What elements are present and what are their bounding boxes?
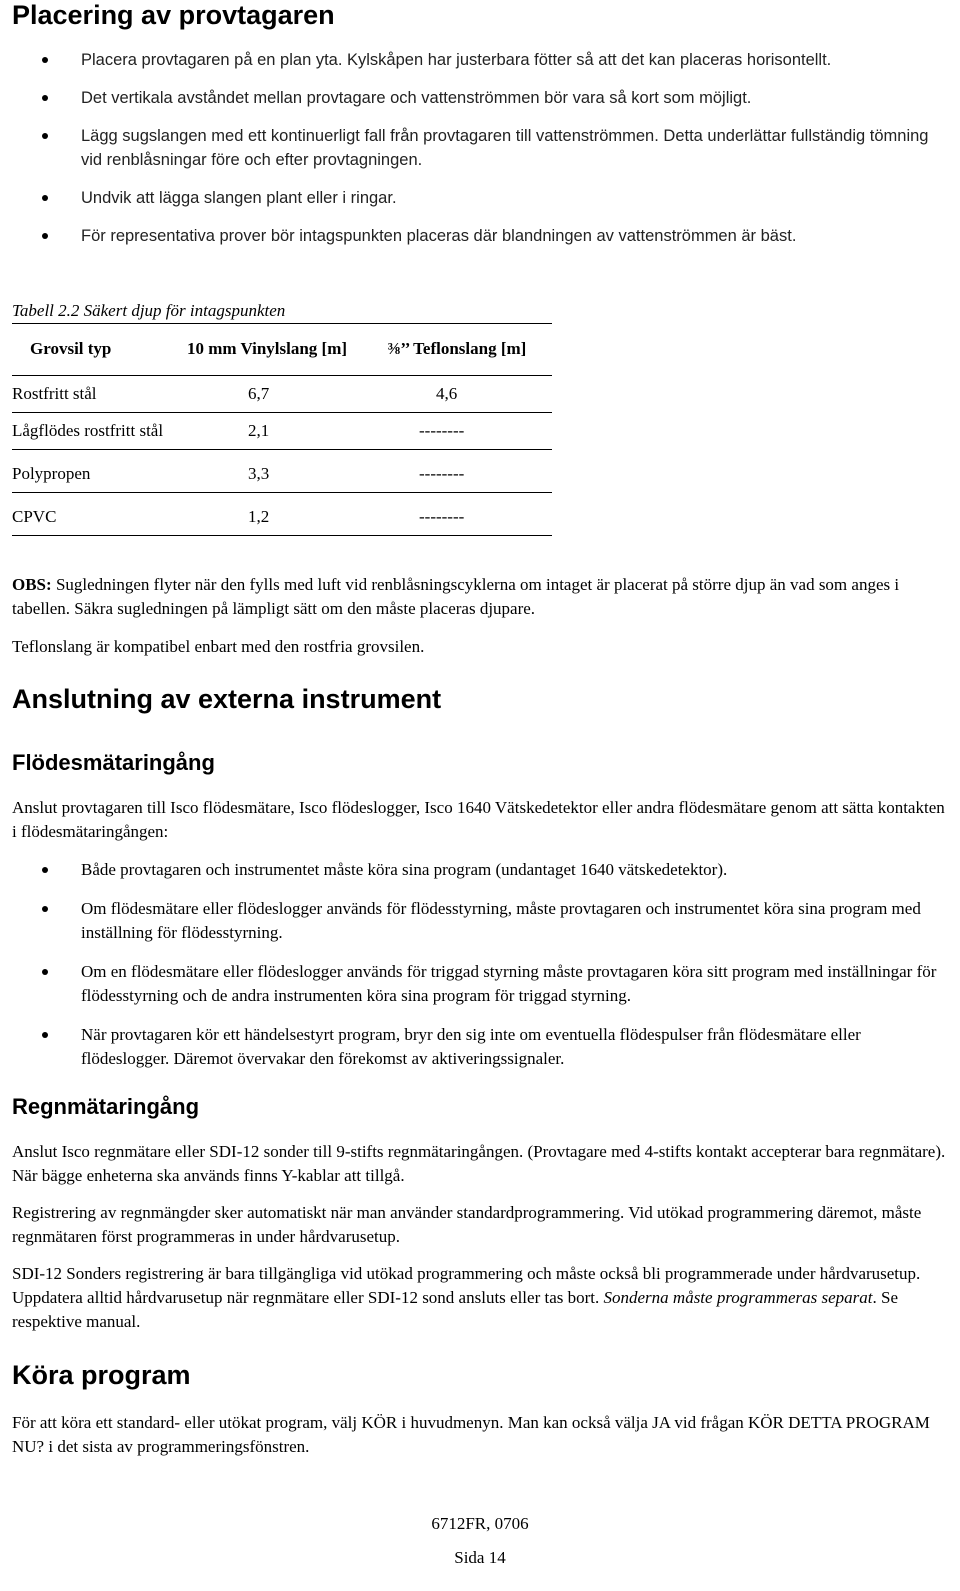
rain-paragraph-2: Registrering av regnmängder sker automatiskt när man använder standardprogrammering. Vid utökad programmering däremot, måste regnmätaren först programmeras in under hårdvarusetup. (12, 1203, 922, 1246)
table-cell: CPVC (12, 493, 172, 536)
teflon-note: Teflonslang är kompatibel enbart med den rostfria grovsilen. (12, 637, 425, 656)
table-cell: 4,6 (362, 376, 552, 413)
rain-paragraph-1: Anslut Isco regnmätare eller SDI-12 sonder till 9-stifts regnmätaringången. (Provtagare med 4-stifts kontakt accepterar bara regnmätare). När bägge enheterna ska används finns Y-kablar att tillgå. (12, 1142, 946, 1185)
table-cell: 1,2 (172, 493, 362, 536)
flowmeter-intro: Anslut provtagaren till Isco flödesmätare, Isco flödeslogger, Isco 1640 Vätskedetektor eller andra flödesmätare genom att sätta kontakten i flödesmätaringången: (12, 798, 945, 841)
table-row (12, 493, 552, 536)
table-header-row (12, 324, 552, 376)
table-cell: Polypropen (12, 450, 172, 493)
table-row (12, 450, 552, 493)
list-item: Placera provtagaren på en plan yta. Kylskåpen har justerbara fötter så att det kan placeras horisontellt. (12, 48, 948, 72)
safe-depth-table (12, 323, 552, 536)
rain-paragraph-3-text: SDI-12 Sonders registrering är bara tillgängliga vid utökad programmering och måste också bli programmerade under hårdvarusetup. Uppdatera alltid hårdvarusetup när regnmätare eller SDI-12 sond ansluts eller tas bort. (12, 1264, 921, 1307)
list-item: När provtagaren kör ett händelsestyrt program, bryr den sig inte om eventuella flödespulser från flödesmätare eller flödeslogger. Däremot övervakar den förekomst av aktiveringssignaler. (12, 1023, 948, 1071)
subsection-title-flodesmatare: Flödesmätaringång (12, 750, 215, 775)
table-cell: -------- (362, 413, 552, 450)
table-cell: Lågflödes rostfritt stål (12, 413, 172, 450)
list-item: Om flödesmätare eller flödeslogger används för flödesstyrning, måste provtagaren och instrumentet köra sina program med inställning för flödesstyrning. (12, 897, 948, 945)
table-cell: 6,7 (172, 376, 362, 413)
section-title-placering: Placering av provtagaren (12, 0, 335, 30)
table-row (12, 376, 552, 413)
header-grovsil: Grovsil typ (12, 324, 172, 376)
table-caption: Tabell 2.2 Säkert djup för intagspunkten (12, 301, 286, 320)
list-item: Undvik att lägga slangen plant eller i ringar. (12, 186, 948, 210)
run-program-paragraph: För att köra ett standard- eller utökat program, välj KÖR i huvudmenyn. Man kan också välja JA vid frågan KÖR DETTA PROGRAM NU? i det sista av programmeringsfönstren. (12, 1413, 930, 1456)
footer-page-number: Sida 14 (454, 1548, 506, 1567)
list-item: Det vertikala avståndet mellan provtagare och vattenströmmen bör vara så kort som möjligt. (12, 86, 948, 110)
section-title-anslutning: Anslutning av externa instrument (12, 684, 442, 714)
rain-paragraph-3-italic: Sonderna måste programmeras separat (603, 1288, 873, 1307)
table-cell: 2,1 (172, 413, 362, 450)
obs-note (12, 573, 948, 621)
table-cell: Rostfritt stål (12, 376, 172, 413)
obs-label: OBS: (12, 575, 52, 594)
list-item: Om en flödesmätare eller flödeslogger används för triggad styrning måste provtagaren köra sitt program med inställningar för flödesstyrning och de andra instrumenten köra sina program för triggad styrning. (12, 960, 948, 1008)
header-teflonslang: ⅜’’ Teflonslang [m] (362, 324, 552, 376)
section-title-kora-program: Köra program (12, 1360, 191, 1390)
list-item: Både provtagaren och instrumentet måste köra sina program (undantaget 1640 vätskedetektor). (12, 858, 948, 882)
flowmeter-bullet-list (12, 858, 948, 1071)
list-item: Lägg sugslangen med ett kontinuerligt fall från provtagaren till vattenströmmen. Detta underlättar fullständig tömning vid renblåsningar före och efter provtagningen. (12, 124, 948, 172)
footer-doc-number: 6712FR, 0706 (431, 1514, 529, 1533)
header-vinylslang: 10 mm Vinylslang [m] (172, 324, 362, 376)
rain-paragraph-3-end: . Se respektive manual. (12, 1288, 899, 1331)
obs-text: Sugledningen flyter när den fylls med luft vid renblåsningscyklerna om intaget är placerat på större djup än vad som anges i tabellen. Säkra sugledningen på lämpligt sätt om den måste placeras djupare. (12, 575, 900, 618)
table-cell: -------- (362, 450, 552, 493)
table-cell: 3,3 (172, 450, 362, 493)
placement-bullet-list (12, 48, 948, 248)
table-row (12, 413, 552, 450)
list-item: För representativa prover bör intagspunkten placeras där blandningen av vattenströmmen är bäst. (12, 224, 948, 248)
subsection-title-regnmatare: Regnmätaringång (12, 1094, 200, 1119)
rain-paragraph-3 (12, 1262, 948, 1334)
table-cell: -------- (362, 493, 552, 536)
